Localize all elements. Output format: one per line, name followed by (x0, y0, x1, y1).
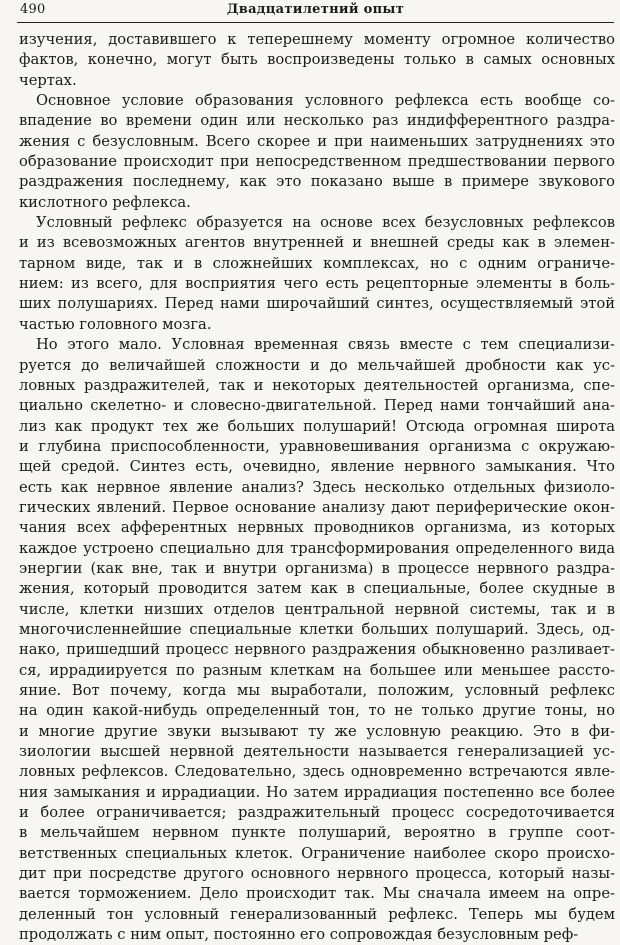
text-line: Основное условие образования условного рефлекса есть вообще со- (36, 92, 615, 110)
text-line: ловных раздражителей, так и некоторых деятельностей организма, спе- (19, 376, 615, 394)
text-line: и из всевозможных агентов внутренней и внешней среды как в элемен- (19, 234, 615, 252)
text-line: вается торможением. Дело происходит так. Мы сначала имеем на опре- (19, 885, 615, 903)
text-line: нако, пришедший процесс нервного раздражения обыкновенно разливает- (19, 641, 615, 659)
paragraph (19, 335, 615, 945)
text-line: чания всех афферентных нервных проводников организма, из которых (19, 519, 615, 537)
text-line: яние. Вот почему, когда мы выработали, положим, условный рефлекс (19, 682, 615, 699)
text-line: раздражения последнему, как это показано выше в примере звукового (19, 173, 615, 191)
text-line: ния замыкания и иррадиации. Но затем иррадиация постепенно все более (19, 783, 615, 801)
paragraph (19, 30, 615, 91)
text-line: Но этого мало. Условная временная связь вместе с тем специализи- (36, 336, 615, 354)
text-line: ших полушариях. Перед нами широчайший синтез, осуществляемый этой (19, 295, 615, 313)
text-line: щей средой. Синтез есть, очевидно, явление нервного замыкания. Что (19, 458, 615, 476)
body-text (19, 30, 615, 945)
text-line: и глубина приспособленности, уравновешивания организма с окружаю- (19, 437, 615, 455)
text-line: лиз как продукт тех же больших полушарий! Отсюда огромная широта (19, 417, 615, 435)
text-line: числе, клетки низших отделов центральной нервной системы, так и в (19, 600, 615, 618)
text-line: Условный рефлекс образуется на основе всех безусловных рефлексов (36, 214, 615, 232)
text-line: кислотного рефлекса. (19, 193, 191, 211)
page-header (17, 0, 614, 23)
paragraph (19, 91, 615, 213)
text-line: и более ограничивается; раздражительный процесс сосредоточивается (19, 804, 615, 822)
text-line: жения с безусловным. Всего скорее и при наименьших затруднениях это (19, 132, 615, 150)
text-line: продолжать с ним опыт, постоянно его сопровождая безусловным реф- (19, 926, 579, 944)
text-line: образование происходит при непосредственном предшествовании первого (19, 153, 615, 171)
text-line: дит при посредстве другого основного нервного процесса, который назы- (19, 865, 615, 883)
text-line: изучения, доставившего к теперешнему моменту огромное количество (19, 31, 615, 48)
text-line: чертах. (19, 71, 77, 89)
text-line: руется до величайшей сложности и до мельчайшей дробности как ус- (19, 356, 615, 374)
running-title: Двадцатилетний опыт (226, 2, 405, 17)
text-line: энергии (как вне, так и внутри организма) в процессе нервного раздра- (19, 559, 615, 577)
text-line: и многие другие звуки вызывают ту же условную реакцию. Это в фи- (19, 722, 615, 740)
text-line: нием: из всего, для восприятия чего есть рецепторные элементы в боль- (19, 275, 615, 293)
text-line: каждое устроено специально для трансформирования определенного вида (19, 539, 615, 557)
page-number: 490 (20, 2, 46, 17)
text-line: ся, иррадиируется по разным клеткам на большее или меньшее рассто- (19, 661, 615, 679)
text-line: фактов, конечно, могут быть воспроизведены только в самых основных (19, 51, 615, 69)
text-line: жения, который проводится затем как в специальные, более скудные в (19, 580, 615, 598)
text-line: деленный тон условный генерализованный рефлекс. Теперь мы будем (19, 905, 615, 923)
text-line: ловных рефлексов. Следовательно, здесь одновременно встречаются явле- (19, 763, 615, 781)
text-line: тарном виде, так и в сложнейших комплексах, но с одним ограниче- (19, 254, 615, 272)
text-line: гических явлений. Первое основание анализу дают периферические окон- (19, 498, 615, 516)
text-line: частью головного мозга. (19, 315, 212, 333)
paragraph (19, 213, 615, 335)
text-line: есть как нервное явление анализ? Здесь несколько отдельных физиоло- (19, 478, 615, 496)
text-line: зиологии высшей нервной деятельности называется генерализацией ус- (19, 743, 615, 761)
text-line: ветственных специальных клеток. Ограничение наиболее скоро происхо- (19, 844, 615, 862)
text-line: впадение во времени один или несколько раз индифферентного раздра- (19, 112, 615, 130)
text-line: многочисленнейшие специальные клетки больших полушарий. Здесь, од- (19, 620, 615, 638)
text-line: на один какой-нибудь определенный тон, то не только другие тоны, но (19, 702, 615, 720)
text-line: в мельчайшем нервном пункте полушарий, вероятно в группе соот- (19, 824, 615, 842)
text-line: циально скелетно- и словесно-двигательной. Перед нами тончайший ана- (19, 397, 615, 415)
